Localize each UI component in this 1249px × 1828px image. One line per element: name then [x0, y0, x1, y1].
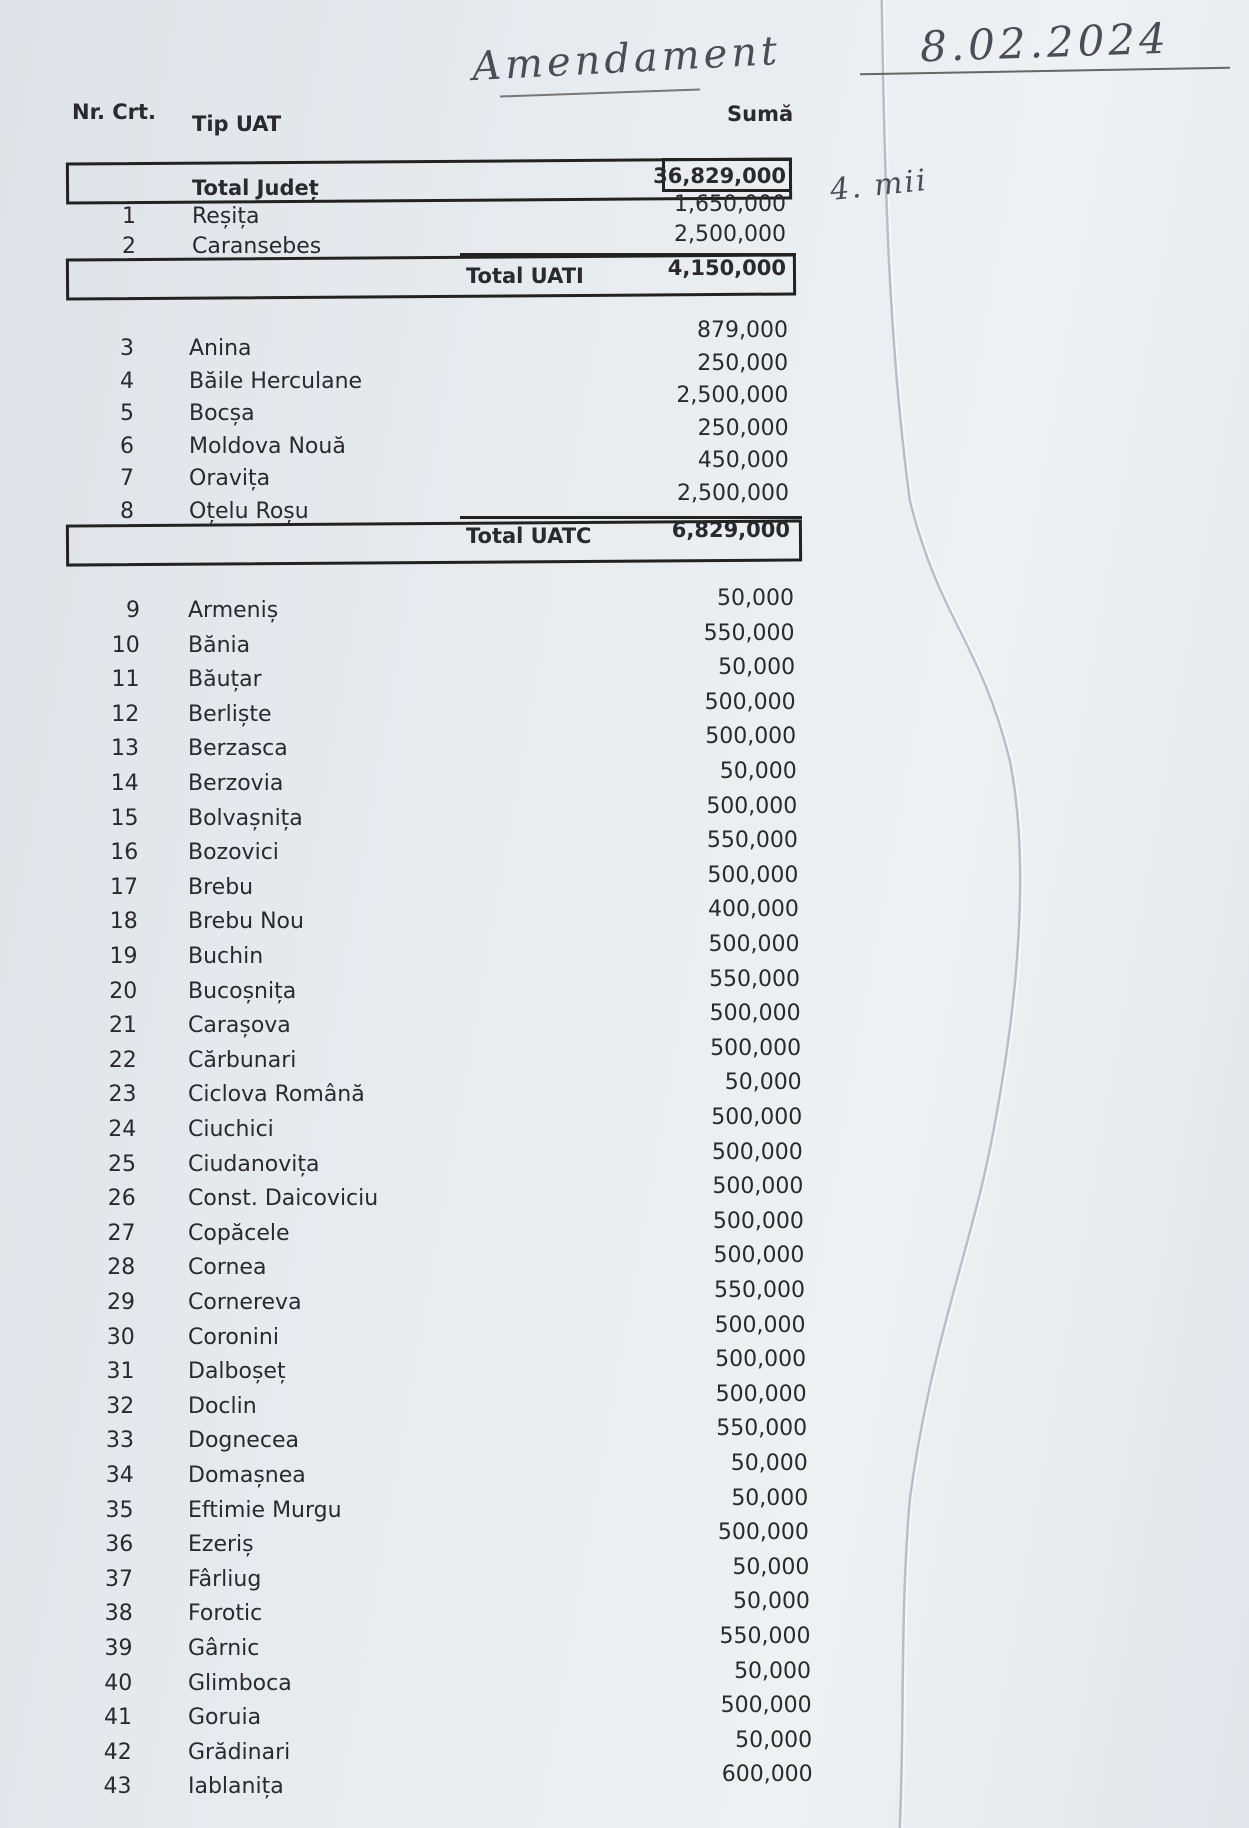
row-number: 30 — [106, 1324, 135, 1350]
row-uat-name: Buchin — [188, 944, 264, 969]
row-number: 5 — [120, 401, 134, 426]
row-number: 19 — [109, 944, 138, 969]
row-uat-name: Cărbunari — [188, 1047, 297, 1073]
row-number: 4 — [120, 368, 134, 394]
row-number: 16 — [110, 840, 139, 866]
handwritten-date: 8.02.2024 — [919, 13, 1171, 72]
row-number: 18 — [109, 909, 138, 935]
row-number: 3 — [120, 336, 134, 361]
row-uat-name: Iablanița — [188, 1774, 284, 1800]
row-number: 6 — [120, 433, 134, 459]
row-uat-name: Dalboșeț — [188, 1359, 286, 1385]
row-amount: 50,000 — [719, 759, 797, 784]
row-uat-name: Gârnic — [188, 1636, 260, 1661]
total-uato-amount: 6,829,000 — [671, 518, 790, 542]
row-number: 28 — [107, 1255, 136, 1281]
row-amount: 2,500,000 — [677, 480, 789, 506]
row-uat-name: Ciuchici — [188, 1117, 274, 1142]
row-amount: 450,000 — [697, 448, 789, 473]
row-uat-name: Armeniș — [188, 598, 279, 623]
row-uat-name: Berzovia — [188, 771, 284, 796]
row-amount: 500,000 — [707, 862, 799, 888]
row-uat-name: Coronini — [188, 1324, 279, 1350]
row-amount: 500,000 — [715, 1347, 807, 1373]
row-number: 25 — [108, 1151, 136, 1177]
header-nr-crt: Nr. Crt. — [72, 100, 157, 124]
row-number: 37 — [105, 1566, 133, 1592]
row-amount: 250,000 — [697, 350, 789, 376]
row-amount: 879,000 — [697, 318, 788, 343]
row-uat-name: Forotic — [188, 1601, 263, 1627]
row-number: 26 — [107, 1186, 136, 1212]
row-number: 14 — [110, 771, 139, 796]
row-amount: 500,000 — [709, 1001, 801, 1027]
row-uat-name: Berzasca — [188, 736, 288, 762]
row-amount: 550,000 — [719, 1624, 811, 1649]
row-amount: 500,000 — [705, 724, 797, 750]
row-number: 8 — [120, 498, 134, 524]
row-uat-name: Const. Daicoviciu — [188, 1186, 379, 1212]
row-amount: 500,000 — [706, 793, 798, 819]
row-uat-name: Brebu Nou — [188, 909, 304, 935]
row-amount: 550,000 — [703, 620, 795, 646]
header-tip-uat: Tip UAT — [192, 112, 282, 136]
row-amount: 50,000 — [724, 1070, 802, 1096]
row-number: 20 — [109, 978, 138, 1004]
row-uat-name: Băuțar — [188, 667, 262, 693]
row-amount: 500,000 — [714, 1312, 806, 1338]
paper-fold-crease — [870, 0, 1130, 1828]
row-amount: 500,000 — [717, 1520, 809, 1546]
row-amount: 500,000 — [708, 932, 800, 957]
row-number: 15 — [110, 805, 139, 831]
row-uat-name: Bucoșnița — [188, 978, 297, 1004]
row-uat-name: Anina — [189, 336, 252, 361]
row-amount: 400,000 — [707, 897, 799, 923]
row-amount: 500,000 — [711, 1105, 803, 1130]
total-uato-label: Total UATC — [466, 524, 592, 548]
row-uat-name: Oțelu Roșu — [189, 498, 309, 524]
row-number: 9 — [126, 598, 140, 623]
row-number: 11 — [111, 667, 140, 693]
row-uat-name: Moldova Nouă — [189, 433, 346, 459]
row-uat-name: Caransebes — [192, 234, 322, 259]
row-amount: 550,000 — [714, 1278, 805, 1303]
row-uat-name: Glimboca — [188, 1670, 292, 1696]
row-amount: 50,000 — [732, 1554, 810, 1580]
row-uat-name: Bănia — [188, 632, 251, 658]
row-number: 42 — [103, 1739, 132, 1765]
row-amount: 500,000 — [712, 1174, 804, 1200]
row-uat-name: Oravița — [189, 466, 271, 491]
row-number: 1 — [122, 204, 136, 229]
row-number: 27 — [107, 1220, 136, 1246]
row-number: 32 — [106, 1393, 135, 1419]
row-number: 40 — [104, 1670, 133, 1696]
row-number: 24 — [108, 1117, 137, 1142]
row-number: 31 — [106, 1359, 135, 1385]
row-number: 41 — [104, 1705, 132, 1731]
handwritten-title: Amendament — [471, 27, 783, 91]
row-amount: 2,500,000 — [676, 383, 789, 408]
row-amount: 500,000 — [711, 1139, 803, 1165]
row-uat-name: Ezeriș — [188, 1532, 254, 1558]
row-number: 29 — [107, 1290, 135, 1315]
row-number: 43 — [103, 1774, 132, 1800]
row-number: 33 — [106, 1428, 134, 1454]
row-uat-name: Băile Herculane — [189, 368, 363, 394]
row-number: 38 — [104, 1601, 133, 1627]
row-amount: 50,000 — [732, 1589, 810, 1615]
row-uat-name: Bozovici — [188, 840, 279, 866]
row-uat-name: Bolvașnița — [188, 805, 303, 831]
row-amount: 550,000 — [716, 1416, 808, 1442]
row-uat-name: Ciudanovița — [188, 1151, 320, 1177]
row-number: 22 — [108, 1047, 137, 1073]
row-uat-name: Goruia — [188, 1705, 262, 1731]
row-amount: 550,000 — [709, 966, 801, 992]
row-uat-name: Brebu — [188, 874, 254, 900]
row-number: 17 — [110, 874, 138, 900]
row-uat-name: Cornereva — [188, 1290, 302, 1315]
total-uatm-amount: 4,150,000 — [667, 256, 786, 280]
row-uat-name: Bocșa — [189, 401, 255, 426]
row-amount: 550,000 — [706, 828, 798, 854]
row-amount: 50,000 — [718, 655, 796, 681]
row-number: 12 — [111, 701, 140, 727]
row-amount: 500,000 — [712, 1208, 804, 1234]
row-uat-name: Berliște — [188, 701, 272, 727]
row-uat-name: Reșița — [192, 204, 260, 229]
row-number: 7 — [120, 466, 134, 491]
row-number: 34 — [105, 1463, 134, 1488]
row-amount: 500,000 — [720, 1693, 812, 1719]
row-amount: 50,000 — [735, 1727, 813, 1753]
row-number: 10 — [111, 632, 140, 658]
total-judet-label: Total Județ — [192, 176, 319, 200]
handwritten-note: 4. mii — [828, 162, 930, 209]
total-judet-amount: 36,829,000 — [653, 164, 786, 188]
row-number: 13 — [111, 736, 139, 762]
row-amount: 500,000 — [715, 1381, 807, 1407]
row-uat-name: Copăcele — [188, 1220, 290, 1246]
row-amount: 50,000 — [730, 1451, 808, 1476]
row-number: 35 — [105, 1497, 134, 1523]
row-amount: 1,650,000 — [674, 192, 786, 217]
row-amount: 2,500,000 — [674, 222, 786, 247]
row-uat-name: Eftimie Murgu — [188, 1497, 342, 1523]
row-amount: 600,000 — [721, 1762, 813, 1788]
row-amount: 500,000 — [713, 1243, 805, 1269]
row-number: 39 — [104, 1636, 133, 1661]
row-number: 36 — [105, 1532, 134, 1558]
row-amount: 50,000 — [731, 1485, 809, 1511]
row-uat-name: Fârliug — [188, 1566, 262, 1592]
row-amount: 250,000 — [697, 415, 789, 441]
header-suma: Sumă — [727, 102, 794, 126]
total-uatm-label: Total UATI — [466, 264, 584, 288]
row-uat-name: Grădinari — [188, 1739, 291, 1765]
row-amount: 50,000 — [717, 586, 794, 611]
row-uat-name: Domașnea — [188, 1463, 306, 1488]
row-amount: 500,000 — [710, 1035, 802, 1061]
row-uat-name: Cornea — [188, 1255, 267, 1281]
row-amount: 500,000 — [704, 689, 796, 715]
row-uat-name: Ciclova Română — [188, 1082, 365, 1108]
row-uat-name: Dognecea — [188, 1428, 299, 1454]
handwritten-underline — [500, 89, 700, 98]
row-uat-name: Doclin — [188, 1393, 257, 1419]
row-amount: 50,000 — [734, 1658, 812, 1684]
row-uat-name: Carașova — [188, 1013, 291, 1039]
row-number: 23 — [108, 1082, 137, 1108]
row-number: 2 — [122, 234, 136, 259]
row-number: 21 — [109, 1013, 137, 1039]
